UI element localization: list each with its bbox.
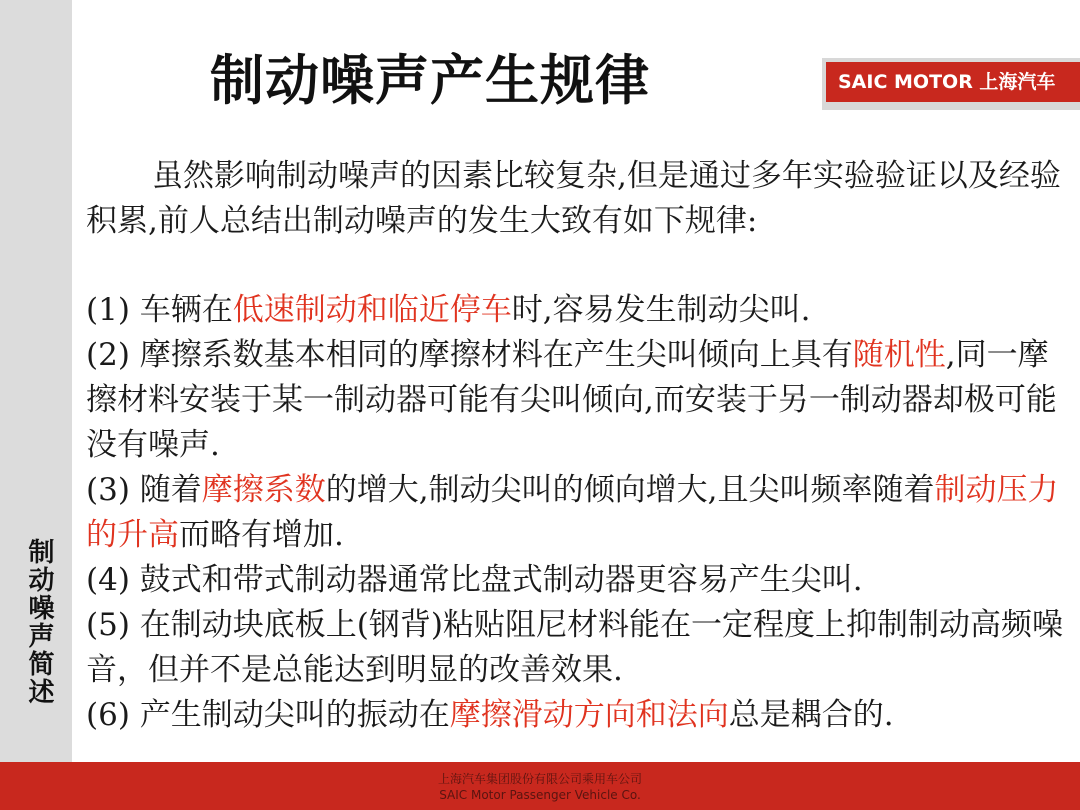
rule-text: 总是耦合的.	[728, 697, 894, 733]
footer-bar	[0, 762, 1080, 810]
rule-text: 的增大,制动尖叫的倾向增大,且尖叫频率随着	[325, 472, 935, 508]
rule-text: 而略有增加.	[179, 517, 344, 553]
content-body	[86, 154, 1068, 738]
rule-item	[86, 333, 1068, 468]
rule-text: (6) 产生制动尖叫的振动在	[86, 697, 450, 733]
page-title: 制动噪声产生规律	[210, 49, 650, 112]
rule-text: (2) 摩擦系数基本相同的摩擦材料在产生尖叫倾向上具有	[86, 337, 853, 373]
rule-text: (4) 鼓式和带式制动器通常比盘式制动器更容易产生尖叫.	[86, 562, 863, 598]
side-bar	[0, 0, 72, 762]
rule-text: (3) 随着	[86, 472, 202, 508]
rule-item	[86, 603, 1068, 693]
highlighted-text: 随机性	[852, 337, 946, 373]
footer-company-cn: 上海汽车集团股份有限公司乘用车公司	[437, 772, 642, 786]
rule-item	[86, 693, 1068, 738]
rule-text: (5) 在制动块底板上(钢背)粘贴阻尼材料能在一定程度上抑制制动高频噪音，但并不是总能达到明显的改善效果.	[86, 607, 1063, 688]
side-section-label: 制动噪声简述	[24, 538, 54, 706]
highlighted-text: 摩擦系数	[201, 472, 326, 508]
rule-item	[86, 558, 1068, 603]
rule-text: (1) 车辆在	[86, 292, 233, 328]
rule-text: 时,容易发生制动尖叫.	[511, 292, 811, 328]
highlighted-text: 低速制动和临近停车	[232, 292, 512, 328]
rule-text: ,同一摩擦材料安装于某一制动器可能有尖叫倾向,而安装于另一制动器却极可能没有噪声.	[86, 337, 1057, 463]
rule-item	[86, 468, 1068, 558]
footer-company-en: SAIC Motor Passenger Vehicle Co.	[439, 788, 641, 802]
highlighted-text: 摩擦滑动方向和法向	[449, 697, 729, 733]
rule-item	[86, 288, 1068, 333]
saic-motor-logo	[822, 58, 1080, 110]
paragraph-gap	[86, 244, 1068, 288]
rules-list	[86, 288, 1068, 738]
highlighted-text: 制动压力的升高	[86, 472, 1059, 553]
intro-paragraph: 虽然影响制动噪声的因素比较复杂,但是通过多年实验验证以及经验积累,前人总结出制动噪声的发生大致有如下规律:	[86, 158, 1061, 239]
logo-text: SAIC MOTOR 上海汽车	[826, 62, 1080, 102]
